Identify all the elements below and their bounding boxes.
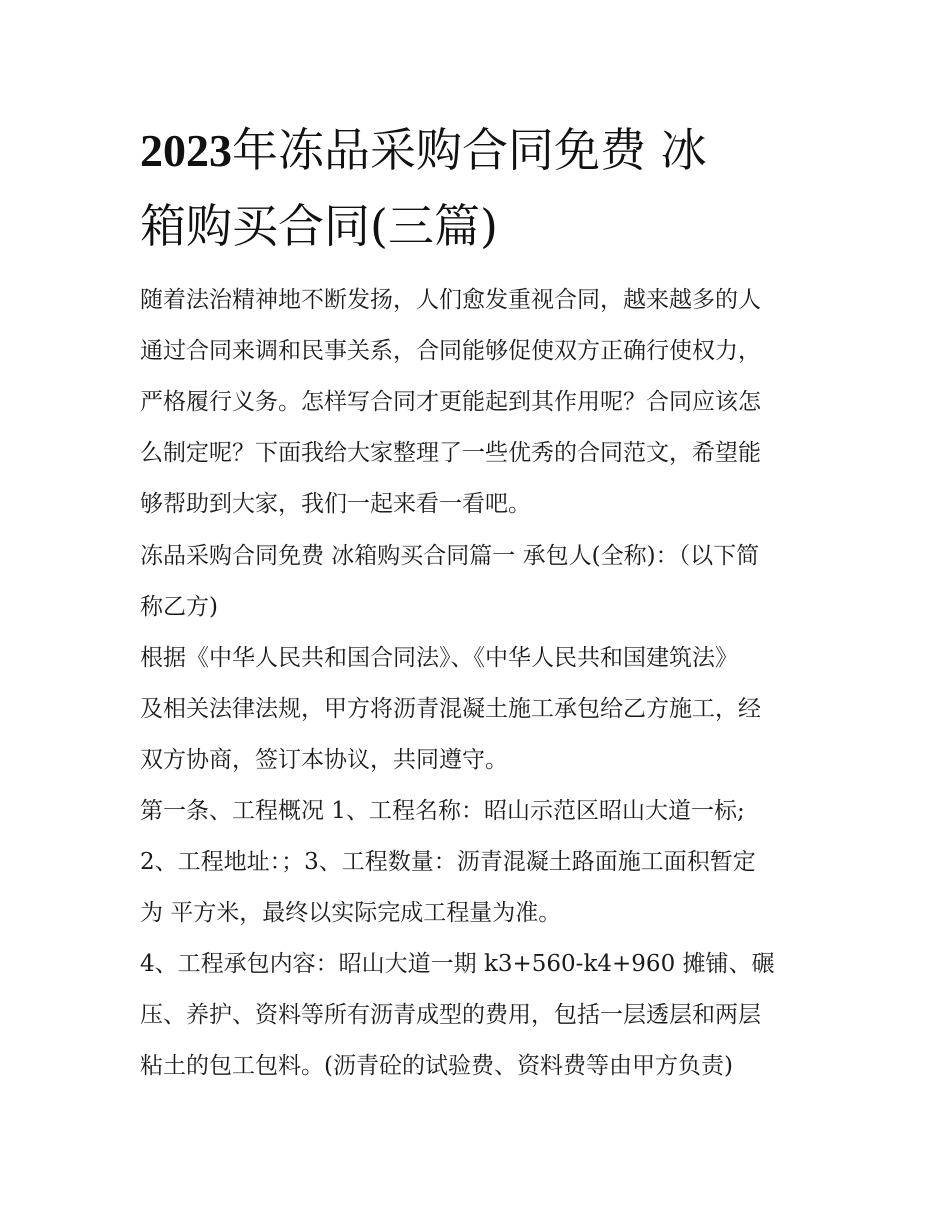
title-text-2: 箱购买合同(三篇) — [140, 199, 498, 253]
body-line: 为 平方米，最终以实际完成工程量为准。 — [140, 900, 562, 926]
body-line: 冻品采购合同免费 冰箱购买合同篇一 承包人(全称)：（以下简 — [140, 543, 760, 569]
title-year: 2023 — [140, 125, 232, 176]
body-line: 通过合同来调和民事关系，合同能够促使双方正确行使权力， — [140, 338, 761, 364]
body-line: 么制定呢？下面我给大家整理了一些优秀的合同范文，希望能 — [140, 440, 761, 466]
body-line: 粘土的包工包料。(沥青砼的试验费、资料费等由甲方负责) — [140, 1053, 733, 1079]
body-line: 压、养护、资料等所有沥青成型的费用，包括一层透层和两层 — [140, 1002, 761, 1028]
body-line: 双方协商，签订本协议，共同遵守。 — [140, 747, 508, 773]
body-line: 够帮助到大家，我们一起来看一看吧。 — [140, 491, 531, 517]
body-line: 2、工程地址：；3、工程数量：沥青混凝土路面施工面积暂定 — [140, 849, 756, 875]
body-line: 称乙方) — [140, 594, 218, 620]
body-line: 根据《中华人民共和国合同法》、《中华人民共和国建筑法》 — [140, 645, 738, 671]
title-text-1: 年冻品采购合同免费 冰 — [232, 123, 707, 177]
title-line-2 — [140, 201, 498, 251]
title-line-1 — [140, 125, 707, 176]
body-line: 及相关法律法规，甲方将沥青混凝土施工承包给乙方施工，经 — [140, 696, 761, 722]
body-line: 随着法治精神地不断发扬，人们愈发重视合同，越来越多的人 — [140, 287, 761, 313]
body-line: 第一条、工程概况 1、工程名称：昭山示范区昭山大道一标; — [140, 798, 745, 824]
body-line: 4、工程承包内容：昭山大道一期 k3+560-k4+960 摊铺、碾 — [140, 951, 775, 977]
body-line: 严格履行义务。怎样写合同才更能起到其作用呢？合同应该怎 — [140, 389, 761, 415]
